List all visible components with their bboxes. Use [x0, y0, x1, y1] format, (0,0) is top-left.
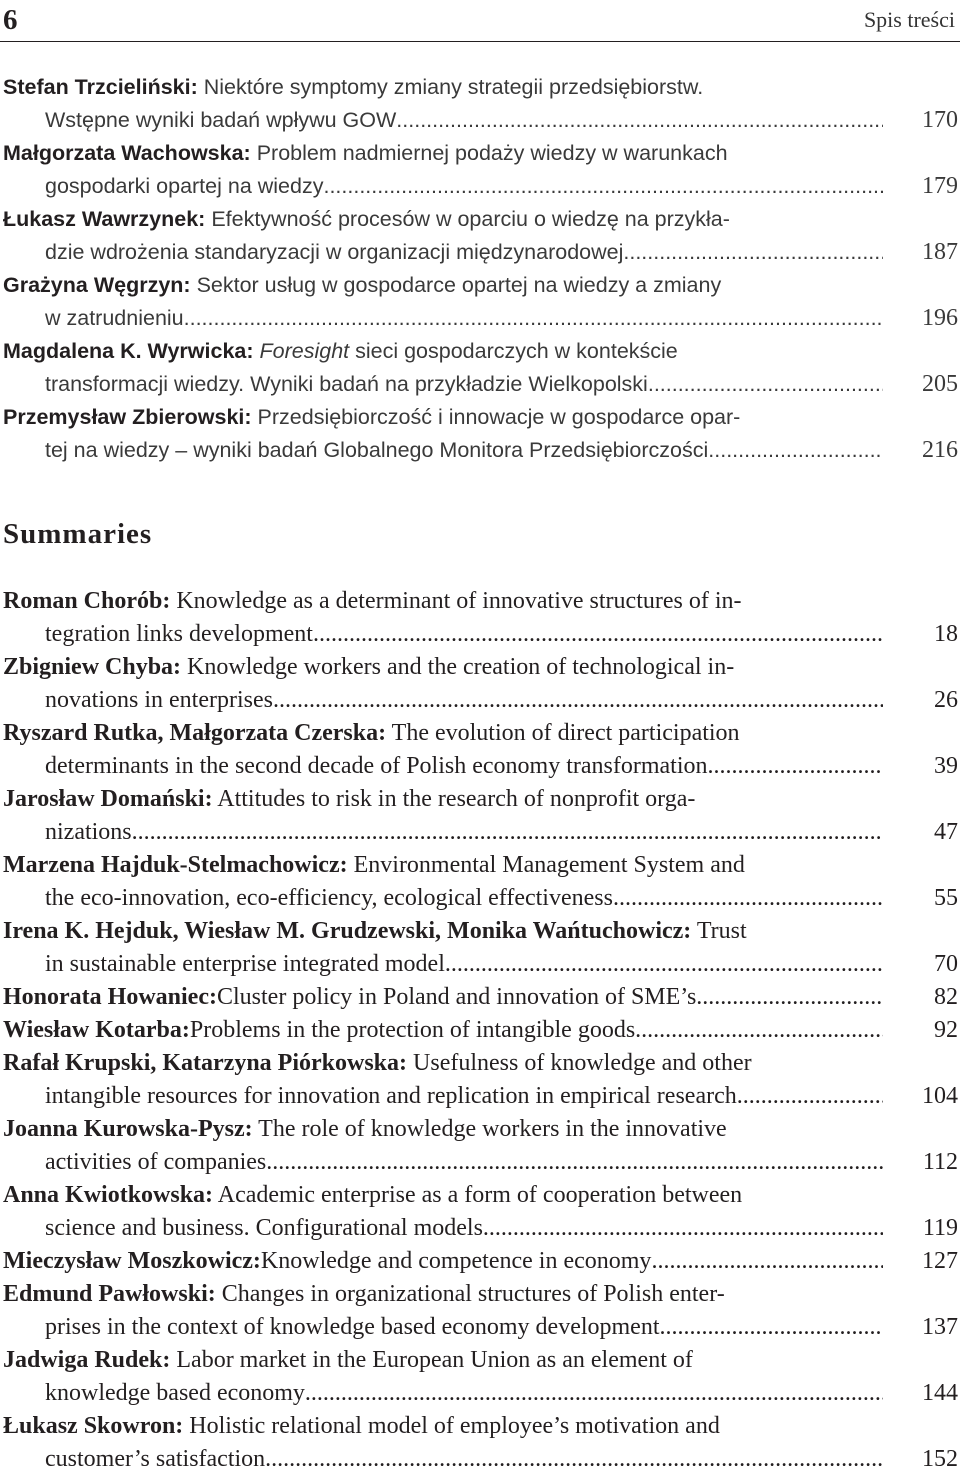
- entry-page-number: 82: [934, 984, 958, 1010]
- entry-line-2: [45, 882, 883, 915]
- entry-line-1: [3, 335, 883, 368]
- entry-line-1: [3, 585, 883, 618]
- entry-title-continuation: knowledge based economy: [45, 1380, 305, 1406]
- entry-page-number: 70: [934, 951, 958, 977]
- dot-leader: [313, 618, 883, 651]
- entry-page-number: 196: [922, 305, 958, 331]
- entry-author: Ryszard Rutka, Małgorzata Czerska:: [3, 720, 387, 746]
- dot-leader: [651, 1245, 883, 1278]
- page-number: 6: [3, 4, 18, 36]
- entry-title: sieci gospodarczych w kontekście: [355, 339, 678, 363]
- entry-page-number: 18: [934, 621, 958, 647]
- entry-page-number: 55: [934, 885, 958, 911]
- entry-line-2: [45, 236, 883, 269]
- running-title: Spis treści: [863, 7, 955, 32]
- dot-leader: [648, 368, 883, 401]
- entry-line-1: [3, 783, 883, 816]
- dot-leader: [305, 1377, 883, 1410]
- entry-line-1: [3, 401, 883, 434]
- entry-title: Efektywność procesów w oparciu o wiedzę na przykła-: [211, 207, 730, 231]
- dot-leader: [707, 750, 883, 783]
- entry-title: Problems in the protection of intangible goods: [189, 1017, 636, 1043]
- entry-page-number: 47: [934, 819, 958, 845]
- entry-line-1: [3, 1047, 883, 1080]
- dot-leader: [635, 1014, 883, 1047]
- entry-title: Trust: [696, 918, 747, 944]
- entry-title-continuation: tej na wiedzy – wyniki badań Globalnego Monitora Przedsiębiorczości: [45, 438, 709, 462]
- dot-leader: [623, 236, 883, 269]
- entry-author: Marzena Hajduk-Stelmachowicz:: [3, 852, 348, 878]
- entry-title: Academic enterprise as a form of cooperation between: [217, 1182, 743, 1208]
- entry-line-1: [3, 849, 883, 882]
- entry-line-1: [3, 915, 883, 948]
- entry-author: Wiesław Kotarba:: [3, 1017, 190, 1043]
- entry-author: Stefan Trzcieliński:: [3, 75, 198, 99]
- entry-line-2: [45, 170, 883, 203]
- entry-title: The evolution of direct participation: [391, 720, 740, 746]
- entry-title-continuation: dzie wdrożenia standaryzacji w organizacji międzynarodowej: [45, 240, 624, 264]
- entry-page-number: 205: [922, 371, 958, 397]
- entry-line-1: [3, 651, 883, 684]
- entry-title-continuation: determinants in the second decade of Polish economy transformation: [45, 753, 708, 779]
- entry-author: Anna Kwiotkowska:: [3, 1182, 214, 1208]
- dot-leader: [323, 170, 883, 203]
- entry-line-2: [45, 816, 883, 849]
- entry-author: Łukasz Wawrzynek:: [3, 207, 206, 231]
- entry-author: Magdalena K. Wyrwicka:: [3, 339, 254, 363]
- entry-author: Grażyna Węgrzyn:: [3, 273, 191, 297]
- entry-title-continuation: activities of companies: [45, 1149, 267, 1175]
- entry-page-number: 137: [922, 1314, 958, 1340]
- entry-line-1: [3, 1278, 883, 1311]
- dot-leader: [660, 1311, 884, 1344]
- entry-title: Knowledge as a determinant of innovative structures of in-: [176, 588, 742, 614]
- entry-author: Irena K. Hejduk, Wiesław M. Grudzewski, Monika Wańtuchowicz:: [3, 918, 692, 944]
- entry-title: Knowledge and competence in economy: [260, 1248, 652, 1274]
- entry-line-2: [45, 750, 883, 783]
- entry-title: Problem nadmiernej podaży wiedzy w warunkach: [256, 141, 728, 165]
- entry-author: Jadwiga Rudek:: [3, 1347, 171, 1373]
- entry-title-italic: Foresight: [259, 339, 350, 363]
- entry-line-1: [3, 1014, 883, 1047]
- dot-leader: [708, 434, 883, 467]
- entry-title-continuation: Wstępne wyniki badań wpływu GOW: [45, 108, 397, 132]
- entry-page-number: 144: [922, 1380, 958, 1406]
- entry-page-number: 170: [922, 107, 958, 133]
- entry-line-2: [45, 1080, 883, 1113]
- entry-page-number: 187: [922, 239, 958, 265]
- entry-title-continuation: tegration links development: [45, 621, 313, 647]
- dot-leader: [445, 948, 883, 981]
- entry-page-number: 39: [934, 753, 958, 779]
- entry-line-1: [3, 1410, 883, 1443]
- entry-page-number: 104: [922, 1083, 958, 1109]
- entry-title: Knowledge workers and the creation of technological in-: [187, 654, 735, 680]
- entry-line-2: [45, 104, 883, 137]
- entry-line-1: [3, 1245, 883, 1278]
- entry-title: Environmental Management System and: [353, 852, 745, 878]
- dot-leader: [613, 882, 883, 915]
- entry-title: The role of knowledge workers in the innovative: [258, 1116, 727, 1142]
- entry-page-number: 216: [922, 437, 958, 463]
- entry-title-continuation: w zatrudnieniu: [45, 306, 184, 330]
- entry-title: Sektor usług w gospodarce opartej na wiedzy a zmiany: [196, 273, 722, 297]
- entry-line-2: [45, 434, 883, 467]
- entry-author: Małgorzata Wachowska:: [3, 141, 251, 165]
- entry-page-number: 179: [922, 173, 958, 199]
- entry-author: Honorata Howaniec:: [3, 984, 217, 1010]
- page-header: [0, 0, 960, 44]
- entry-line-2: [45, 368, 883, 401]
- entry-line-1: [3, 981, 883, 1014]
- entry-line-2: [45, 1377, 883, 1410]
- entry-author: Jarosław Domański:: [3, 786, 213, 812]
- entry-author: Rafał Krupski, Katarzyna Piórkowska:: [3, 1050, 408, 1076]
- entry-title-continuation: transformacji wiedzy. Wyniki badań na przykładzie Wielkopolski: [45, 372, 648, 396]
- entry-line-1: [3, 269, 883, 302]
- dot-leader: [266, 1146, 883, 1179]
- entry-line-2: [45, 684, 883, 717]
- entry-author: Łukasz Skowron:: [3, 1413, 184, 1439]
- entry-line-2: [45, 302, 883, 335]
- dot-leader: [184, 302, 883, 335]
- entry-author: Mieczysław Moszkowicz:: [3, 1248, 261, 1274]
- entry-line-2: [45, 1146, 883, 1179]
- dot-leader: [483, 1212, 883, 1245]
- entry-title: Przedsiębiorczość i innowacje w gospodarce opar-: [257, 405, 741, 429]
- entry-line-1: [3, 717, 883, 750]
- entry-title-continuation: science and business. Configurational models: [45, 1215, 483, 1241]
- entry-title: Cluster policy in Poland and innovation of SME’s: [216, 984, 697, 1010]
- entry-line-2: [45, 948, 883, 981]
- entry-title: Attitudes to risk in the research of nonprofit orga-: [217, 786, 696, 812]
- entry-line-2: [45, 618, 883, 651]
- dot-leader: [132, 816, 883, 849]
- dot-leader: [737, 1080, 883, 1113]
- entry-page-number: 119: [922, 1215, 958, 1241]
- entry-page-number: 152: [922, 1446, 958, 1472]
- entry-line-1: [3, 203, 883, 236]
- entry-title-continuation: gospodarki opartej na wiedzy: [45, 174, 324, 198]
- entry-title: Changes in organizational structures of Polish enter-: [221, 1281, 725, 1307]
- dot-leader: [273, 684, 883, 717]
- entry-title-continuation: nizations: [45, 819, 132, 845]
- entry-line-2: [45, 1443, 883, 1476]
- dot-leader: [396, 104, 883, 137]
- dot-leader: [265, 1443, 883, 1476]
- entry-line-1: [3, 1113, 883, 1146]
- entry-author: Przemysław Zbierowski:: [3, 405, 252, 429]
- entry-title-continuation: customer’s satisfaction: [45, 1446, 266, 1472]
- entry-line-1: [3, 137, 883, 170]
- entry-page-number: 127: [922, 1248, 958, 1274]
- entry-title-continuation: novations in enterprises: [45, 687, 273, 713]
- entry-author: Edmund Pawłowski:: [3, 1281, 216, 1307]
- entry-line-1: [3, 71, 883, 104]
- entry-line-2: [45, 1311, 883, 1344]
- entry-line-1: [3, 1179, 883, 1212]
- entry-title-continuation: in sustainable enterprise integrated model: [45, 951, 445, 977]
- entry-page-number: 92: [934, 1017, 958, 1043]
- entry-title-continuation: prises in the context of knowledge based economy development: [45, 1314, 660, 1340]
- entry-title-continuation: intangible resources for innovation and replication in empirical research: [45, 1083, 737, 1109]
- entry-title-continuation: the eco-innovation, eco-efficiency, ecological effectiveness: [45, 885, 613, 911]
- entry-title: Holistic relational model of employee’s motivation and: [189, 1413, 720, 1439]
- entry-author: Zbigniew Chyba:: [3, 654, 182, 680]
- entry-page-number: 112: [922, 1149, 958, 1175]
- entry-page-number: 26: [934, 687, 958, 713]
- summaries-heading: Summaries: [3, 518, 153, 550]
- header-rule: [0, 41, 960, 42]
- entry-author: Joanna Kurowska-Pysz:: [3, 1116, 253, 1142]
- entry-title: Labor market in the European Union as an element of: [176, 1347, 693, 1373]
- entry-title: Niektóre symptomy zmiany strategii przedsiębiorstw.: [203, 75, 704, 99]
- dot-leader: [696, 981, 883, 1014]
- entry-title: Usefulness of knowledge and other: [413, 1050, 752, 1076]
- entry-line-1: [3, 1344, 883, 1377]
- entry-line-2: [45, 1212, 883, 1245]
- entry-author: Roman Chorób:: [3, 588, 171, 614]
